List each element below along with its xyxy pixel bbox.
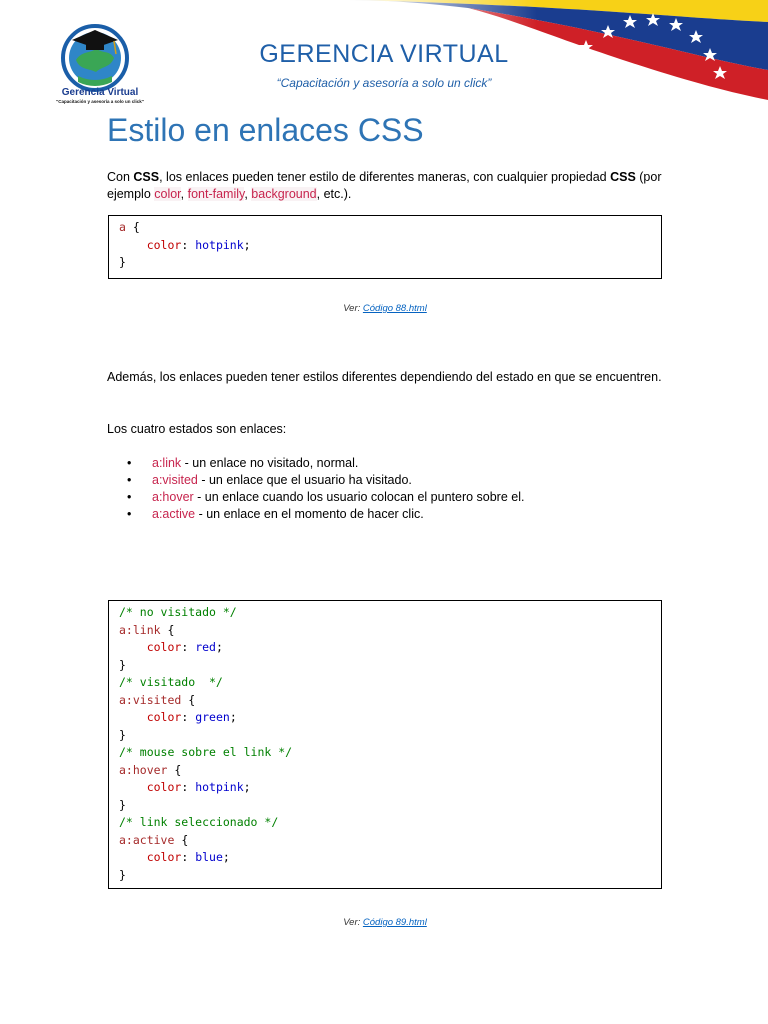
css-selector: a:link <box>119 622 161 637</box>
css-selector: a:hover <box>119 762 168 777</box>
see-also-2 <box>107 917 663 928</box>
list-item <box>107 455 663 472</box>
states-intro: Los cuatro estados son enlaces: <box>107 422 287 436</box>
code-punct: : <box>181 237 196 252</box>
css-selector: a:active <box>119 832 175 847</box>
bullet-icon: • <box>127 490 132 504</box>
code-comment: /* link seleccionado */ <box>119 815 279 829</box>
code-line <box>119 219 651 237</box>
code-brace: { <box>174 832 189 847</box>
code-brace: { <box>160 622 175 637</box>
code-comment: /* mouse sobre el link */ <box>119 745 293 759</box>
brand-tagline: “Capacitación y asesoría a solo un click” <box>276 76 492 90</box>
code-line <box>119 709 651 727</box>
see-also-1 <box>107 303 663 314</box>
code-punct: : <box>181 710 196 724</box>
code-line <box>119 254 651 272</box>
code-brace: { <box>181 692 196 707</box>
bullet-icon: • <box>127 456 132 470</box>
code-line <box>119 779 651 797</box>
bullet-icon: • <box>127 507 132 521</box>
keyword-background: background <box>251 187 317 201</box>
code-punct: ; <box>229 710 237 724</box>
state-desc: - un enlace no visitado, normal. <box>181 456 359 470</box>
code-line <box>119 832 651 850</box>
state-name: a:link <box>152 456 182 470</box>
brand-title: GERENCIA VIRTUAL <box>259 40 509 68</box>
css-selector: a:visited <box>119 692 182 707</box>
code-punct: : <box>181 780 196 794</box>
css-selector: a <box>119 220 126 234</box>
code-punct: ; <box>215 640 223 654</box>
code-punct: ; <box>243 780 251 794</box>
text: , los enlaces pueden tener estilo de diferentes maneras, con cualquier propiedad <box>159 170 611 184</box>
text: Con <box>107 170 134 184</box>
css-value: red <box>195 640 216 654</box>
text: , <box>244 187 252 201</box>
code-brace: { <box>125 220 140 234</box>
states-paragraph: Además, los enlaces pueden tener estilos diferentes dependiendo del estado en que se encuentren. <box>107 370 662 384</box>
code-comment: /* no visitado */ <box>119 605 237 619</box>
bullet-icon: • <box>127 473 132 487</box>
code-brace: { <box>167 762 182 777</box>
code-comment: /* visitado */ <box>119 675 223 689</box>
code-line <box>119 639 651 657</box>
text: (por ejemplo <box>107 170 662 201</box>
code-line <box>119 762 651 780</box>
list-item <box>107 489 663 506</box>
keyword-font-family: font-family <box>187 187 245 201</box>
code-brace: } <box>119 657 126 672</box>
code-line <box>119 849 651 867</box>
code-brace: } <box>119 255 126 269</box>
keyword-color: color <box>154 187 181 201</box>
css-value: hotpink <box>195 237 244 252</box>
state-desc: - un enlace que el usuario ha visitado. <box>197 473 412 487</box>
code-brace: } <box>119 797 126 812</box>
list-item <box>107 472 663 489</box>
state-name: a:hover <box>152 490 194 504</box>
text: , <box>180 187 188 201</box>
code-brace: } <box>119 727 126 742</box>
code-block-2 <box>108 600 662 889</box>
code-punct: : <box>181 850 196 864</box>
intro-paragraph <box>107 169 663 203</box>
css-value: green <box>195 710 230 724</box>
file-link-88[interactable]: Código 88.html <box>362 303 427 314</box>
css-property: color <box>146 710 182 724</box>
state-desc: - un enlace cuando los usuario colocan el puntero sobre el. <box>193 490 525 504</box>
page-header <box>0 0 768 110</box>
see-label: Ver: <box>343 303 363 314</box>
css-property: color <box>146 237 182 252</box>
code-line <box>119 622 651 640</box>
text: , etc.). <box>316 187 352 201</box>
css-property: color <box>146 780 182 794</box>
code-line <box>119 237 651 255</box>
css-keyword: CSS <box>133 170 160 184</box>
css-property: color <box>146 850 182 864</box>
code-line <box>119 692 651 710</box>
file-link-89[interactable]: Código 89.html <box>362 917 427 928</box>
state-name: a:visited <box>152 473 198 487</box>
code-punct: : <box>181 640 196 654</box>
css-value: hotpink <box>195 780 244 794</box>
css-keyword: CSS <box>610 170 636 184</box>
list-item <box>107 506 663 523</box>
code-brace: } <box>119 867 126 882</box>
logo-subtext: "Capacitación y asesoría a solo un click" <box>56 99 144 104</box>
see-label: Ver: <box>343 917 363 928</box>
logo-text: Gerencia Virtual <box>61 87 139 98</box>
code-block-1 <box>108 215 662 279</box>
page-title: Estilo en enlaces CSS <box>107 112 424 148</box>
css-value: blue <box>195 850 223 864</box>
states-list <box>107 455 663 523</box>
code-punct: ; <box>243 237 251 252</box>
state-desc: - un enlace en el momento de hacer clic. <box>195 507 424 521</box>
code-punct: ; <box>222 850 230 864</box>
state-name: a:active <box>152 507 196 521</box>
css-property: color <box>146 640 182 654</box>
